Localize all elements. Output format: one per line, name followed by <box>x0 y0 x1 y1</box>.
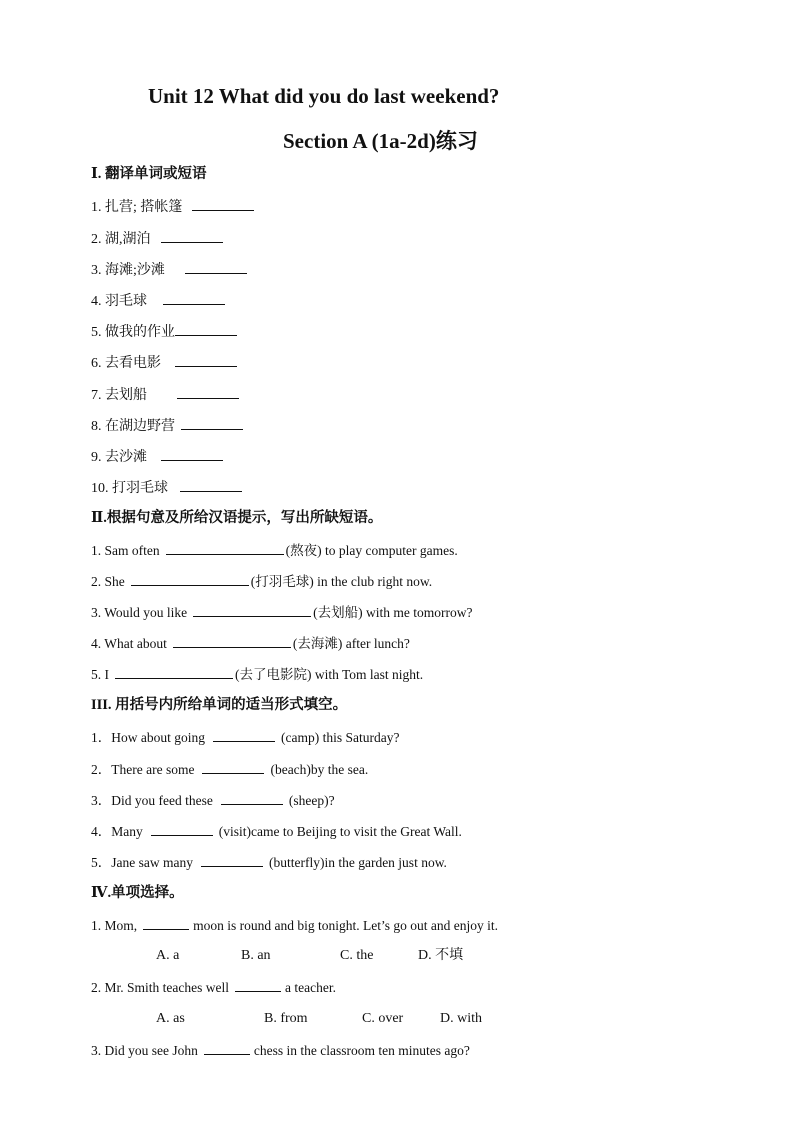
question-text: 1. Mom, <box>91 918 138 933</box>
item-text: 4. What about <box>91 636 167 651</box>
question-text: 3. Did you see John <box>91 1043 198 1058</box>
answer-blank[interactable] <box>163 291 225 305</box>
item-text: (beach)by the sea. <box>270 762 369 777</box>
section1-item <box>91 478 244 498</box>
answer-blank[interactable] <box>161 229 223 243</box>
answer-blank[interactable] <box>143 916 189 930</box>
option-c[interactable]: C. over <box>362 1011 404 1026</box>
section4-heading: Ⅳ.单项选择。 <box>91 885 184 901</box>
section3-item <box>91 853 447 872</box>
section2-heading: Ⅱ.根据句意及所给汉语提示，写出所缺短语。 <box>91 510 383 526</box>
item-text: 1．How about going <box>91 730 205 745</box>
answer-blank[interactable] <box>180 478 242 492</box>
section3-item <box>91 791 335 810</box>
answer-blank[interactable] <box>175 322 237 336</box>
answer-blank[interactable] <box>202 760 264 774</box>
answer-blank[interactable] <box>173 634 291 648</box>
section1-item <box>91 322 239 342</box>
item-text: 1. 扎营; 搭帐篷 <box>91 200 183 215</box>
answer-blank[interactable] <box>201 853 263 867</box>
answer-blank[interactable] <box>115 665 233 679</box>
question-1 <box>91 916 498 935</box>
section1-heading: Ⅰ. 翻译单词或短语 <box>91 166 207 182</box>
section1-item <box>91 447 225 467</box>
item-text: 5. 做我的作业 <box>91 325 175 340</box>
answer-blank[interactable] <box>221 791 283 805</box>
section1-item <box>91 416 245 436</box>
section2-item <box>91 665 423 684</box>
item-text: (去了电影院) with Tom last night. <box>235 667 424 682</box>
item-text: 7. 去划船 <box>91 388 147 403</box>
answer-blank[interactable] <box>204 1041 250 1055</box>
section1-item <box>91 291 227 311</box>
answer-blank[interactable] <box>235 978 281 992</box>
answer-blank[interactable] <box>192 197 254 211</box>
answer-blank[interactable] <box>177 385 239 399</box>
question-2 <box>91 978 336 997</box>
section2-item <box>91 634 410 653</box>
section2-item <box>91 572 432 591</box>
section1-item <box>91 353 239 373</box>
section1-item <box>91 385 241 405</box>
option-d[interactable]: D. with <box>440 1011 482 1026</box>
section2-item <box>91 541 458 560</box>
question-text: chess in the classroom ten minutes ago? <box>253 1043 470 1058</box>
item-text: 3．Did you feed these <box>91 793 213 808</box>
question-text: moon is round and big tonight. Let’s go out and enjoy it. <box>193 918 498 933</box>
item-text: (去划船) with me tomorrow? <box>313 605 473 620</box>
page-subtitle: Section A (1a-2d)练习 <box>283 129 478 153</box>
answer-blank[interactable] <box>181 416 243 430</box>
item-text: 3. 海滩;沙滩 <box>91 263 165 278</box>
item-text: 4. 羽毛球 <box>91 294 147 309</box>
item-text: (visit)came to Beijing to visit the Great Wall. <box>218 824 462 839</box>
item-text: (sheep)? <box>288 793 335 808</box>
item-text: 2. 湖,湖泊 <box>91 232 151 247</box>
item-text: 2. She <box>91 574 125 589</box>
item-text: 1. Sam often <box>91 543 160 558</box>
item-text: 2．There are some <box>91 762 195 777</box>
option-b[interactable]: B. an <box>241 948 271 963</box>
item-text: 5. I <box>91 667 109 682</box>
section3-item <box>91 728 399 747</box>
item-text: 4．Many <box>91 824 143 839</box>
section2-item <box>91 603 473 622</box>
item-text: (camp) this Saturday? <box>281 730 400 745</box>
answer-blank[interactable] <box>213 728 275 742</box>
question-3 <box>91 1041 470 1060</box>
item-text: 6. 去看电影 <box>91 356 161 371</box>
answer-blank[interactable] <box>175 353 237 367</box>
answer-blank[interactable] <box>131 572 249 586</box>
question-text: 2. Mr. Smith teaches well <box>91 980 229 995</box>
answer-blank[interactable] <box>193 603 311 617</box>
answer-blank[interactable] <box>185 260 247 274</box>
option-a[interactable]: A. a <box>156 948 180 963</box>
section3-heading: III. 用括号内所给单词的适当形式填空。 <box>91 697 348 713</box>
option-b[interactable]: B. from <box>264 1011 308 1026</box>
option-d[interactable]: D. 不填 <box>418 948 464 963</box>
question-text: a teacher. <box>284 980 336 995</box>
item-text: (去海滩) after lunch? <box>292 636 410 651</box>
item-text: (butterfly)in the garden just now. <box>268 855 447 870</box>
item-text: (打羽毛球) in the club right now. <box>250 574 433 589</box>
option-c[interactable]: C. the <box>340 948 374 963</box>
answer-blank[interactable] <box>161 447 223 461</box>
section1-item <box>91 197 256 217</box>
section1-item <box>91 229 225 249</box>
item-text: 9. 去沙滩 <box>91 450 147 465</box>
section3-item <box>91 822 462 841</box>
section3-item <box>91 760 368 779</box>
item-text: (熬夜) to play computer games. <box>285 543 458 558</box>
item-text: 5．Jane saw many <box>91 855 193 870</box>
page-title: Unit 12 What did you do last weekend? <box>148 84 500 108</box>
item-text: 10. 打羽毛球 <box>91 481 168 496</box>
answer-blank[interactable] <box>166 541 284 555</box>
section1-item <box>91 260 249 280</box>
answer-blank[interactable] <box>151 822 213 836</box>
item-text: 3. Would you like <box>91 605 188 620</box>
item-text: 8. 在湖边野营 <box>91 419 175 434</box>
option-a[interactable]: A. as <box>156 1011 185 1026</box>
